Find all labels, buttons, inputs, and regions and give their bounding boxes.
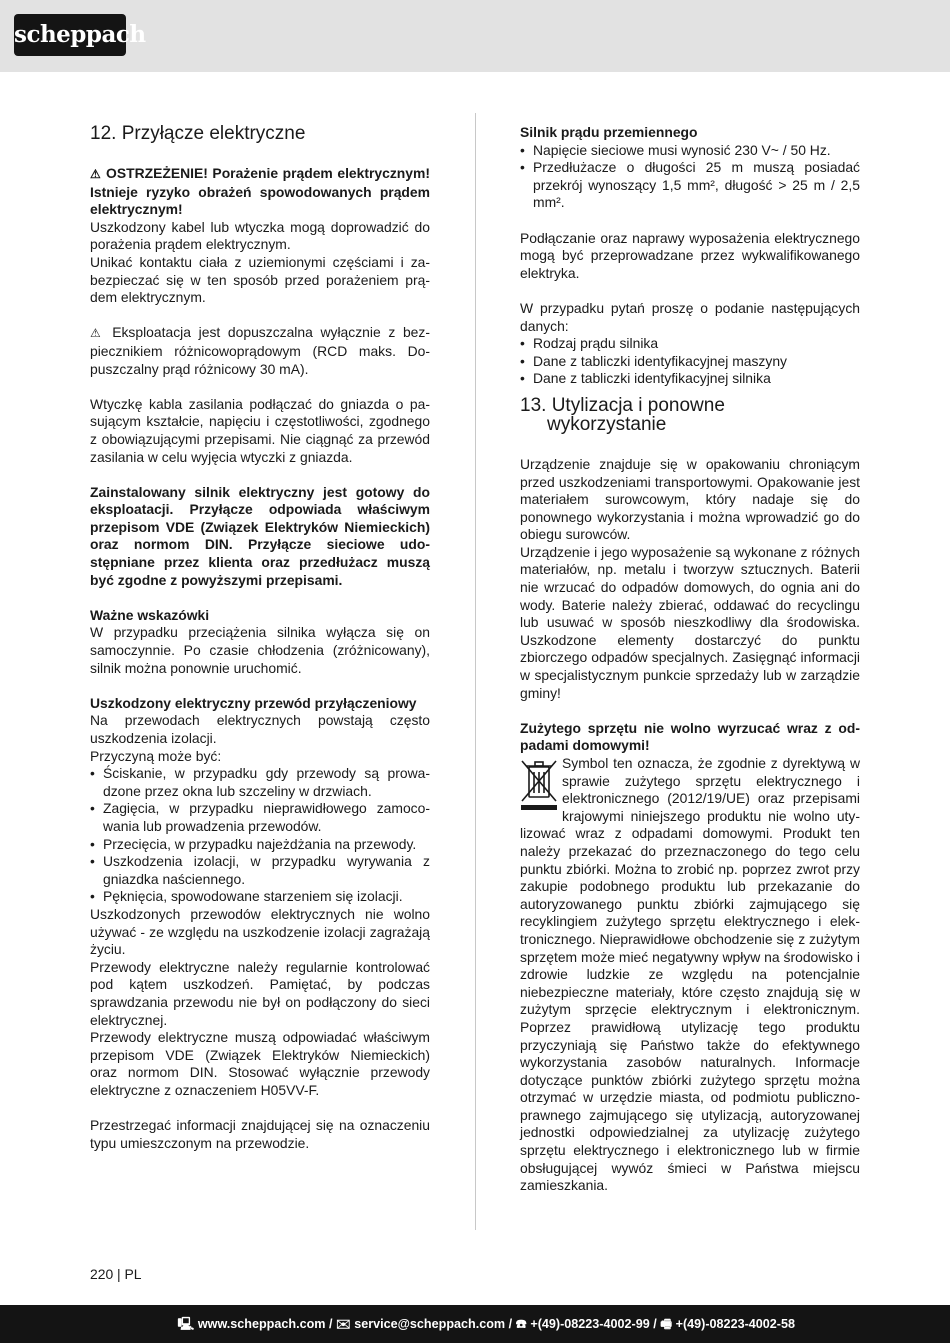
list-item: • Pęknięcia, spowodowane starzeniem się izolacji. [90,888,430,906]
monitor-icon: 🖳 [177,1317,195,1331]
phone-icon: ☎ [515,1317,527,1331]
left-column [90,124,430,1152]
installed-motor-paragraph: Zainstalowany silnik elektryczny jest gotowy do eksploatacji. Przyłącze odpowiada właściwym przepisom VDE (Związek Elektryków Niemieckich) oraz normom DIN. Przyłącze sieciowe udostępniane przez klienta oraz przedłużacz muszą być zgodne z powyższymi przepisami. [90,483,430,588]
questions-paragraph: W przypadku pytań proszę o podanie następujących danych: [520,299,860,334]
mail-icon: ✉ [335,1317,351,1331]
list-item: • Napięcie sieciowe musi wynosić 230 V~ / 50 Hz. [520,142,860,160]
footer-bar [0,1305,950,1343]
crossed-bin-icon [520,757,558,811]
list-item: • Uszkodzenia izolacji, w przypadku wyrywania z gniazdka naściennego. [90,853,430,888]
list-item: • Zagięcia, w przypadku nieprawidłowego zamocowania lub prowadzenia przewodów. [90,800,430,835]
weee-text: Symbol ten oznacza, że zgodnie z dyrektywą w sprawie zużytego sprzętu elektrycznego i elektronicznego (2012/19/UE) oraz przepisami krajowymi niniejszego produktu nie wolno utylizować wraz z odpadami domowymi. Produkt ten należy przekazać do przeznaczonego do tego celu punktu zbiórki. Można to zrobić np. poprzez zwrot przy zakupie podobnego produktu lub przekazanie do autoryzowanego punktu zbiórki zajmującego się recyklingiem zużytego sprzętu elektrycznego i elektronicznego. Nieprawidłowe obchodzenie się z zużytym sprzętem może mieć negatywny wpływ na środowisko i zdrowie ludzkie ze względu na potencjalnie niebezpieczne materiały, które często znajdują się w zużytym sprzęcie elektrycznym i elektronicznym. Poprzez prawidłową utylizację tego produktu przyczyniają się Państwo także do efektywnego wykorzystania zasobów naturalnych. Informacje dotyczące punktów zbiórki zużytego sprzętu można otrzymać w urzędzie miasta, od podmiotu publiczno-prawnego zajmującego się utylizacją, autoryzowanej jednostki odpowiedzialnej za utylizację zużytego sprzętu elektrycznego i elektronicznego lub w firmie obsługującej wywóz śmieci w Państwa miejscu zamieszkania. [520,755,860,1194]
page-number: 220 | PL [90,1266,142,1282]
cable-text-6: Przestrzegać informacji znajdującej się na oznaczeniu typu umieszczonym na przewodzie. [90,1117,430,1151]
header-bar [0,0,950,72]
list-item: • Ściskanie, w przypadku gdy przewody są prowadzone przez okna lub szczeliny w drzwiach. [90,765,430,800]
fax-icon: 🖷 [660,1317,673,1331]
list-item: • Rodzaj prądu silnika [520,335,860,353]
list-item: • Dane z tabliczki identyfikacyjnej maszyny [520,353,860,371]
rcd-paragraph: ⚠ Eksploatacja jest dopuszczalna wyłącznie z bezpiecznikiem różnicowoprądowym (RCD maks. Dopuszczalny prąd różnicowy 30 mA). [90,324,430,377]
weee-block [520,755,860,1195]
list-item: • Dane z tabliczki identyfikacyjnej silnika [520,370,860,388]
disposal-text-1: Urządzenie znajduje się w opakowaniu chroniącym przed uszkodzeniami transportowymi. Opakowanie jest materiałem surowcowym, który nadaje się do ponownego wykorzystania i można wprowadzić go do obiegu surowców. [520,455,860,543]
warning-text-2: Unikać kontaktu ciała z uziemionymi częściami i zabezpieczać się w ten sposób przed porażeniem prądem elektrycznym. [90,253,430,306]
column-divider [475,113,476,1230]
warning-triangle-icon: ⚠ [90,167,102,181]
cable-text-1: Na przewodach elektrycznych powstają często uszkodzenia izolacji. [90,712,430,746]
list-item: • Przedłużacze o długości 25 m muszą posiadać przekrój wynoszący 1,5 mm², długość > 25 m / 2,5 mm². [520,159,860,212]
ac-motor-list [520,142,860,212]
questions-list [520,335,860,388]
footer-web: www.scheppach.com / [197,1317,333,1331]
warning-triangle-icon: ⚠ [90,326,105,341]
cable-text-2: Przyczyną może być: [90,747,222,764]
section-13-heading: 13. Utylizacja i ponowne wykorzystanie [520,394,725,435]
cable-text-4: Przewody elektryczne należy regularnie kontrolować pod kątem uszkodzeń. Pamiętać, by podczas sprawdzania przewodu nie był on podłączony do sieci elektrycznej. [90,958,430,1028]
cable-title: Uszkodzony elektryczny przewód przyłączeniowy [90,694,417,711]
footer-phone: +(49)-08223-4002-99 / [530,1317,657,1331]
warning-paragraph: ⚠ OSTRZEŻENIE! Porażenie prądem elektrycznym! Istnieje ryzyko obrażeń spowodowanych prądem elektrycznym! [90,165,430,218]
right-column [520,124,860,1195]
warning-text-1: Uszkodzony kabel lub wtyczka mogą doprowadzić do porażenia prądem elektrycznym. [90,218,430,253]
section-12-heading: 12. Przyłącze elektryczne [90,123,306,144]
connect-paragraph: Podłączanie oraz naprawy wyposażenia elektrycznego mogą być przeprowadzane przez wykwalifikowanego elektryka. [520,229,860,281]
brand-logo: scheppach [14,14,126,56]
footer-fax: +(49)-08223-4002-58 [675,1317,795,1331]
weee-title: Zużytego sprzętu nie wolno wyrzucać wraz z odpadami domowymi! [520,719,860,754]
notes-title: Ważne wskazówki [90,606,210,623]
list-item: • Przecięcia, w przypadku najeżdżania na przewody. [90,836,430,854]
plug-paragraph: Wtyczkę kabla zasilania podłączać do gniazda o pasującym kształcie, napięciu i częstotliwości, zgodnego z obowiązującymi przepisami. Nie ciągnąć za przewód zasilania w celu wyjęcia wtyczki z gniazda. [90,395,430,465]
notes-text: W przypadku przeciążenia silnika wyłącza się on samoczynnie. Po czasie chłodzenia (zróżnicowany), silnik można ponownie uruchomić. [90,624,430,676]
cable-text-3: Uszkodzonych przewodów elektrycznych nie wolno używać - ze względu na uszkodzenie izolacji zagrażają życiu. [90,905,430,958]
ac-motor-title: Silnik prądu przemiennego [520,124,698,140]
cable-text-5: Przewody elektryczne muszą odpowiadać właściwym przepisom VDE (Związek Elektryków Niemieckich) oraz normom DIN. Stosować wyłącznie przewody elektryczne z oznaczeniem H05VV-F. [90,1029,430,1098]
cable-causes-list [90,765,430,906]
disposal-text-2: Urządzenie i jego wyposażenie są wykonane z różnych materiałów, np. metalu i tworzyw sztucznych. Baterii nie wrzucać do odpadów domowych, do ognia ani do wody. Baterie należy zbierać, oddawać do recyclingu lub usuwać w sposób nieszkodliwy dla środowiska. Uszkodzone elementy dostarczyć do punktu zbiorczego odpadów specjalnych. Zasięgnąć informacji w specjalistycznym punkcie sprzedaży lub w zarządzie gminy! [520,543,860,701]
footer-mail: service@scheppach.com / [354,1317,513,1331]
